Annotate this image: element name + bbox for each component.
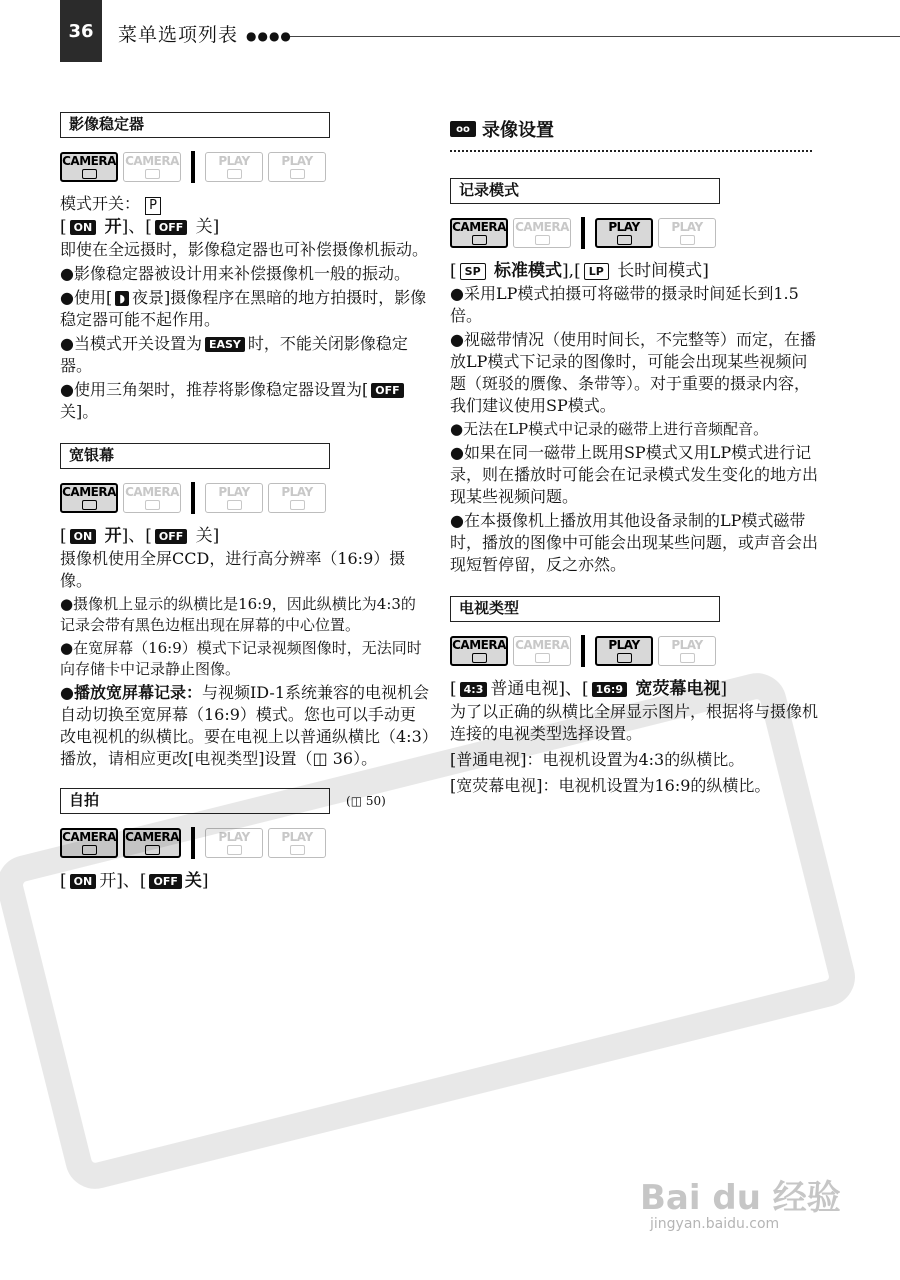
left-column: [60, 112, 430, 893]
play-tape-mode-icon: PLAY: [595, 636, 653, 666]
widescreen-bullet-1: ●摄像机上显示的纵横比是16:9，因此纵横比为4:3的记录会带有黑色边框出现在屏幕的中心位置。: [60, 595, 416, 634]
mode-switch-line: 模式开关： P: [60, 193, 430, 215]
mode-separator: [191, 482, 195, 514]
page-number: 36: [60, 0, 102, 62]
mode-icons-widescreen: [60, 482, 430, 514]
play-card-mode-icon: PLAY: [268, 152, 326, 182]
book-ref-icon: ◫: [350, 794, 363, 808]
stabilizer-bullet-4: ●使用三角架时，推荐将影像稳定器设置为[ OFF关]。: [60, 379, 430, 423]
rec-mode-bullet-3: ●无法在LP模式中记录的磁带上进行音频配音。: [450, 420, 769, 438]
book-ref-icon: ◫: [312, 749, 328, 768]
camera-tape-mode-icon: CAMERA: [60, 828, 118, 858]
on-icon: ON: [70, 220, 97, 235]
widescreen-options: [ ON 开]、[ OFF 关]: [60, 526, 220, 546]
play-tape-mode-icon: PLAY: [205, 483, 263, 513]
off-icon: OFF: [149, 874, 181, 889]
camera-card-mode-icon: CAMERA: [123, 828, 181, 858]
mode-separator: [581, 635, 585, 667]
dotted-divider: [450, 150, 812, 152]
camera-tape-mode-icon: CAMERA: [450, 218, 508, 248]
camera-tape-mode-icon: CAMERA: [450, 636, 508, 666]
camera-tape-mode-icon: CAMERA: [60, 483, 118, 513]
play-card-mode-icon: PLAY: [268, 483, 326, 513]
page-title-text: 菜单选项列表: [118, 24, 239, 46]
on-icon: ON: [70, 874, 97, 889]
sp-icon: SP: [460, 263, 486, 280]
rec-mode-bullet-5: ●在本摄像机上播放用其他设备录制的LP模式磁带时，播放的图像中可能会出现某些问题，或声音会出现短暂停留，反之亦然。: [450, 511, 819, 574]
selftimer-options: [ ON 开]、[ OFF 关]: [60, 871, 209, 891]
ratio-4-3-icon: 4:3: [460, 682, 488, 697]
rec-settings-title: oo 录像设置: [450, 116, 820, 142]
mode-icons-rec-mode: [450, 217, 820, 249]
stabilizer-desc: 即使在全远摄时，影像稳定器也可补偿摄像机振动。: [60, 240, 429, 259]
rec-mode-bullet-2: ●视磁带情况（使用时间长，不完整等）而定，在播放LP模式下记录的图像时，可能会出现某些视频问题（斑驳的赝像、条带等）。对于重要的摄录内容，我们建议使用SP模式。: [450, 330, 816, 415]
right-column: [450, 116, 820, 797]
mode-icons-selftimer: [60, 827, 430, 859]
camera-tape-mode-icon: CAMERA: [60, 152, 118, 182]
mode-separator: [581, 217, 585, 249]
rec-mode-bullet-4: ●如果在同一磁带上既用SP模式又用LP模式进行记录，则在播放时可能会在记录模式发生变化的地方出现某些视频问题。: [450, 443, 819, 506]
play-tape-mode-icon: PLAY: [205, 828, 263, 858]
section-title-stabilizer: 影像稳定器: [60, 112, 330, 138]
baidu-jingyan-logo: Bai du 经验: [640, 1178, 841, 1218]
camera-card-mode-icon: CAMERA: [123, 152, 181, 182]
stabilizer-bullet-2: ●使用[ ◗ 夜景]摄像程序在黑暗的地方拍摄时，影像稳定器可能不起作用。: [60, 288, 427, 329]
tv-type-wide-desc: [宽荧幕电视]：电视机设置为16:9的纵横比。: [450, 776, 771, 795]
selftimer-header-row: [60, 788, 430, 814]
program-p-icon: P: [145, 197, 161, 215]
play-card-mode-icon: PLAY: [268, 828, 326, 858]
rec-mode-bullet-1: ●采用LP模式拍摄可将磁带的摄录时间延长到1.5倍。: [450, 284, 799, 325]
baidu-jingyan-url: jingyan.baidu.com: [650, 1216, 780, 1232]
tv-type-desc: 为了以正确的纵横比全屏显示图片，根据将与摄像机连接的电视类型选择设置。: [450, 702, 819, 743]
camera-card-mode-icon: CAMERA: [123, 483, 181, 513]
play-card-mode-icon: PLAY: [658, 636, 716, 666]
on-icon: ON: [70, 529, 97, 544]
mode-icons-tv-type: [450, 635, 820, 667]
header-rule: [290, 36, 900, 37]
tape-icon: oo: [450, 121, 476, 137]
lp-icon: LP: [584, 263, 609, 280]
play-card-mode-icon: PLAY: [658, 218, 716, 248]
section-title-selftimer: 自拍: [60, 788, 330, 814]
widescreen-bullet-2: ●在宽屏幕（16:9）模式下记录视频图像时，无法同时向存储卡中记录静止图像。: [60, 639, 422, 678]
section-title-widescreen: 宽银幕: [60, 443, 330, 469]
tv-type-options: [ 4:3 普通电视]、[ 16:9 宽荧幕电视]: [450, 679, 728, 699]
mode-icons-stabilizer: [60, 151, 430, 183]
section-title-rec-mode: 记录模式: [450, 178, 720, 204]
ratio-16-9-icon: 16:9: [592, 682, 627, 697]
easy-mode-icon: EASY: [205, 337, 245, 352]
camera-card-mode-icon: CAMERA: [513, 218, 571, 248]
stabilizer-bullet-1: ●影像稳定器被设计用来补偿摄像机一般的振动。: [60, 264, 410, 283]
stabilizer-bullet-3: ●当模式开关设置为 EASY 时，不能关闭影像稳定器。: [60, 334, 408, 375]
play-tape-mode-icon: PLAY: [205, 152, 263, 182]
tv-type-normal-desc: [普通电视]：电视机设置为4:3的纵横比。: [450, 750, 745, 769]
night-scene-icon: ◗: [115, 291, 129, 306]
mode-separator: [191, 151, 195, 183]
selftimer-page-ref: (◫ 50): [346, 794, 386, 808]
widescreen-bullet-3: ●播放宽屏幕记录：与视频ID-1系统兼容的电视机会自动切换至宽屏幕（16:9）模式。您也可以手动更改电视机的纵横比。要在电视上以普通纵横比（4:3）播放，请相应更改[电视类型]设置（◫ 36）。: [60, 683, 430, 768]
off-icon: OFF: [371, 383, 403, 398]
camera-card-mode-icon: CAMERA: [513, 636, 571, 666]
stabilizer-options: [ ON 开]、[ OFF 关]: [60, 217, 220, 237]
page-title: [118, 20, 292, 47]
play-tape-mode-icon: PLAY: [595, 218, 653, 248]
off-icon: OFF: [155, 220, 187, 235]
title-dots: ●●●●: [246, 28, 292, 43]
widescreen-desc: 摄像机使用全屏CCD，进行高分辨率（16:9）摄像。: [60, 549, 406, 590]
rec-mode-options: [ SP 标准模式],[ LP 长时间模式]: [450, 261, 709, 281]
mode-separator: [191, 827, 195, 859]
section-title-tv-type: 电视类型: [450, 596, 720, 622]
off-icon: OFF: [155, 529, 187, 544]
